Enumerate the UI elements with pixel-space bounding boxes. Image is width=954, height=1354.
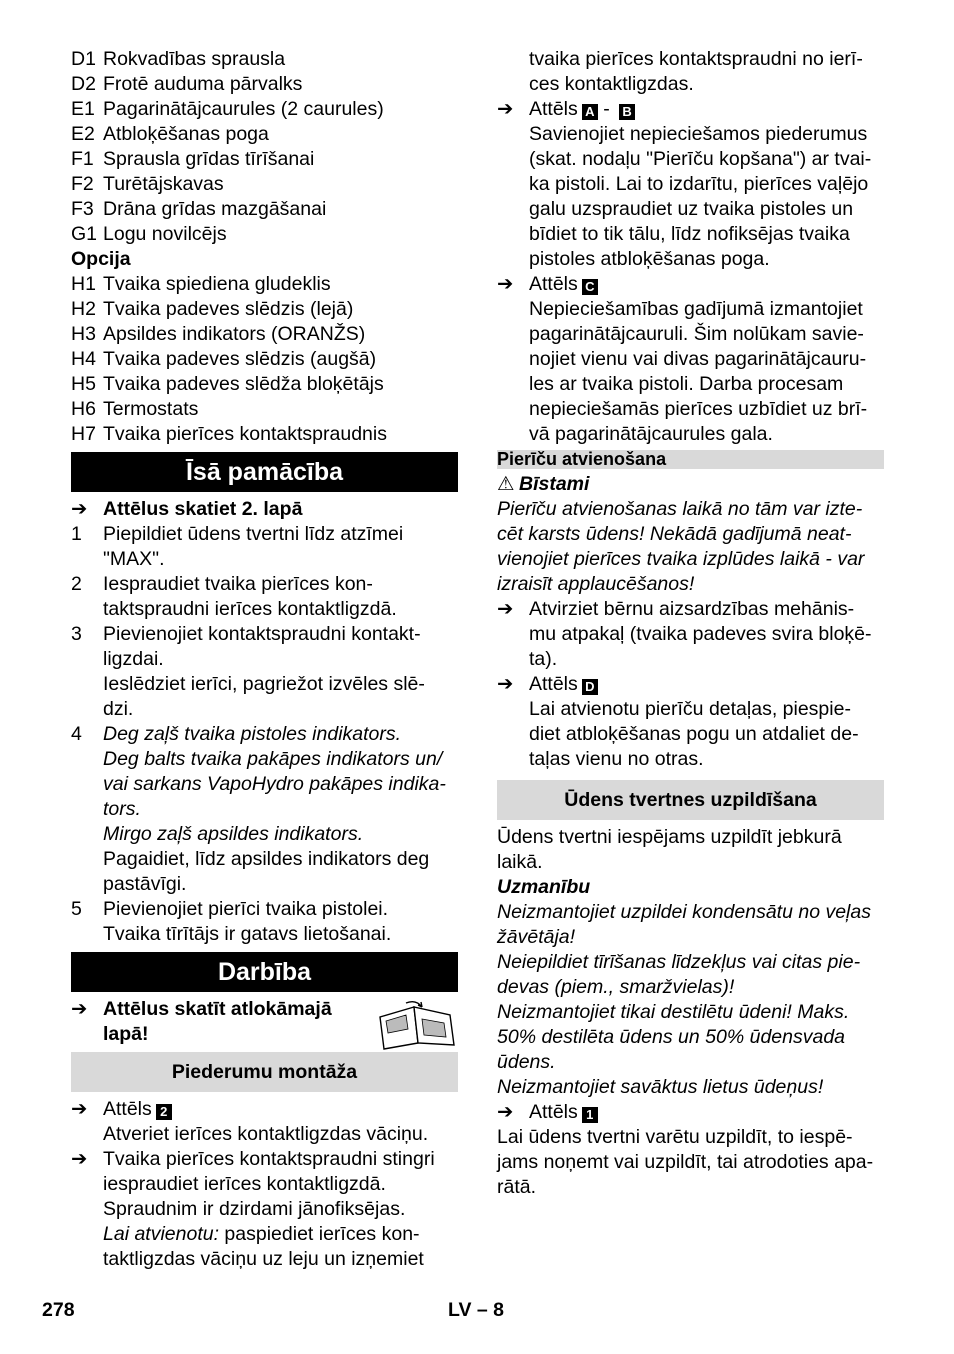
- section-title-fill-tank: Ūdens tvertnes uzpildīšana: [497, 780, 884, 820]
- danger-heading: ⚠ Bīstami: [497, 473, 590, 495]
- language-page-label: LV – 8: [448, 1299, 504, 1321]
- list-item: H2 Tvaika padeves slēdzis (lejā): [71, 298, 354, 320]
- caution-heading: Uzmanību: [497, 876, 591, 898]
- figure-ref-badge: C: [582, 279, 598, 295]
- section-title-accessory-assembly: Piederumu montāža: [71, 1052, 458, 1092]
- figure-ref-badge: B: [619, 104, 635, 120]
- section-title-quick-guide: Īsā pamācība: [71, 452, 458, 492]
- list-item: F1 Sprausla grīdas tīrīšanai: [71, 148, 315, 170]
- list-item: G1 Logu novilcējs: [71, 223, 227, 245]
- list-item: H3 Apsildes indikators (ORANŽS): [71, 323, 366, 345]
- options-heading: Opcija: [71, 248, 131, 270]
- list-item: E1 Pagarinātājcaurules (2 caurules): [71, 98, 384, 120]
- figure-a-b-step: ➔ Attēls A - B Savienojiet nepieciešamos piederumus (skat. nodaļu "Pierīču kopšana") ar tvai- ka pistoli. Lai to izdarītu, pierīces vaļējo galu uzspraudiet uz tvaika pistoles un bīdiet to tik tālu, līdz nofiksējas tvaika pistoles atbloķēšanas poga.: [497, 98, 872, 270]
- list-item: D1 Rokvadības sprausla: [71, 48, 286, 70]
- step-5: 5 Pievienojiet pierīci tvaika pistolei. Tvaika tīrītājs ir gatavs lietošanai.: [71, 898, 392, 945]
- section-title-operation: Darbība: [71, 952, 458, 992]
- figure-1-step: ➔ Attēls 1: [497, 1100, 884, 1125]
- child-lock-step: ➔ Atvirziet bērnu aizsardzības mehānis- mu atpakaļ (tvaika padeves svira bloķē- ta).: [497, 598, 872, 670]
- figure-2-step: ➔ Attēls 2 Atveriet ierīces kontaktligzdas vāciņu.: [71, 1098, 429, 1145]
- list-item: D2 Frotē auduma pārvalks: [71, 73, 303, 95]
- right-column: tvaika pierīces kontaktspraudni no ierī- ces kontaktligzdas. ➔ Attēls A - B Savienojiet nepieciešamos piederumus (skat. nodaļu "Pierīču kopšana") ar tvai- ka pistoli. Lai to izdarītu, pierīces vaļējo galu uzspraudiet uz tvaika pistoles un bīdiet to tik tālu, līdz nofiksējas tvaika pistoles atbloķēšanas poga. ➔ Attēls C Nepieciešamības gadījumā izmantojiet pagarinātājcauruli. Šim nolūkam savie- nojiet vienu vai divas pagarinātājcauru- les ar tvaika pistoli. Darba procesam nepieciešamās pierīces uzbīdiet uz brī- vā pagarinātājcaurules gala. Pierīču atvienošana ⚠ Bīstami Pierīču atvienošanas laikā no tām var izte- cēt karsts ūdens! Nekādā gadījumā neat- vienojiet pierīces tvaika izplūdes laikā - var izraisīt applaucēšanos! ➔ Atvirziet bērnu aizsardzības mehānis- mu atpakaļ (tvaika padeves svira bloķē- ta). ➔ Attēls D Lai atvienotu pierīču detaļas, piespie- diet atbloķēšanas pogu un atdaliet de- taļas vienu no otras. Ūdens tvertnes uzpildīšana Ūdens tvertni iespējams uzpildīt jebkurā laikā. Uzmanību Neizmantojiet uzpildei kondensātu no veļas žāvētāja! Neiepildiet tīrīšanas līdzekļus vai citas pie- devas (piem., smaržvielas)! Neizmantojiet tikai destilētu ūdeni! Maks. 50% destilēta ūdens un 50% ūdensvada ūdens. Neizmantojiet savāktus lietus ūdeņus! ➔ Attēls 1 Lai ūdens tvertni varētu uzpildīt, to iespē- jams noņemt vai uzpildīt, tai atrodoties apa- rātā.: [497, 47, 884, 1200]
- figure-ref-badge: 2: [156, 1104, 172, 1120]
- options-list: [71, 272, 458, 447]
- section-title-detach: Pierīču atvienošana: [497, 450, 884, 469]
- arrow-right-icon: ➔: [497, 598, 514, 620]
- list-item: F3 Drāna grīdas mazgāšanai: [71, 198, 327, 220]
- warning-triangle-icon: ⚠: [497, 473, 515, 495]
- list-item: E2 Atbloķēšanas poga: [71, 123, 269, 145]
- figure-ref-badge: D: [582, 679, 598, 695]
- arrow-right-icon: ➔: [71, 1148, 88, 1170]
- arrow-right-icon: ➔: [71, 498, 88, 520]
- list-item: H4 Tvaika padeves slēdzis (augšā): [71, 348, 377, 370]
- arrow-right-icon: ➔: [497, 98, 514, 120]
- arrow-right-icon: ➔: [497, 273, 514, 295]
- foldout-note: ➔ Attēlus skatīt atlokāmajā lapā!: [71, 997, 458, 1047]
- list-item: H6 Termostats: [71, 398, 199, 420]
- parts-list: [71, 47, 458, 247]
- figure-ref-badge: 1: [582, 1107, 598, 1123]
- list-item: H7 Tvaika pierīces kontaktspraudnis: [71, 423, 387, 445]
- page-number: 278: [42, 1299, 75, 1321]
- arrow-right-icon: ➔: [71, 1098, 88, 1120]
- figure-d-step: ➔ Attēls D Lai atvienotu pierīču detaļas, piespie- diet atbloķēšanas pogu un atdaliet de- taļas vienu no otras.: [497, 673, 859, 770]
- list-item: H1 Tvaika spiediena gludeklis: [71, 273, 331, 295]
- step-2: 2 Iespraudiet tvaika pierīces kon- taktspraudni ierīces kontaktligzdā.: [71, 573, 397, 620]
- arrow-right-icon: ➔: [497, 673, 514, 695]
- step-3: 3 Pievienojiet kontaktspraudni kontakt- ligzdai. Ieslēdziet ierīci, pagriežot izvēles slē- dzi.: [71, 623, 425, 720]
- plug-step: ➔ Tvaika pierīces kontaktspraudni stingri iespraudiet ierīces kontaktligzdā. Spraudnim ir dzirdami jānofiksējas. Lai atvienotu: paspiediet ierīces kon- taktligzdas vāciņu uz leju un izņemiet: [71, 1148, 435, 1270]
- see-figures-note: ➔ Attēlus skatiet 2. lapā: [71, 498, 303, 520]
- list-item: H5 Tvaika padeves slēdža bloķētājs: [71, 373, 384, 395]
- arrow-right-icon: ➔: [497, 1101, 514, 1123]
- figure-c-step: ➔ Attēls C Nepieciešamības gadījumā izmantojiet pagarinātājcauruli. Šim nolūkam savie- nojiet vienu vai divas pagarinātājcauru- les ar tvaika pistoli. Darba procesam nepieciešamās pierīces uzbīdiet uz brī- vā pagarinātājcaurules gala.: [497, 273, 868, 445]
- left-column: [71, 47, 458, 1272]
- book-icon: [376, 999, 458, 1051]
- list-item: F2 Turētājskavas: [71, 173, 224, 195]
- step-1: 1 Piepildiet ūdens tvertni līdz atzīmei "MAX".: [71, 523, 404, 570]
- arrow-right-icon: ➔: [71, 998, 88, 1020]
- figure-ref-badge: A: [582, 104, 598, 120]
- step-4: 4 Deg zaļš tvaika pistoles indikators. Deg balts tvaika pakāpes indikators un/ vai sarkans VapoHydro pakāpes indika- tors. Mirgo zaļš apsildes indikators. Pagaidiet, līdz apsildes indikators deg pastāvīgi.: [71, 723, 446, 895]
